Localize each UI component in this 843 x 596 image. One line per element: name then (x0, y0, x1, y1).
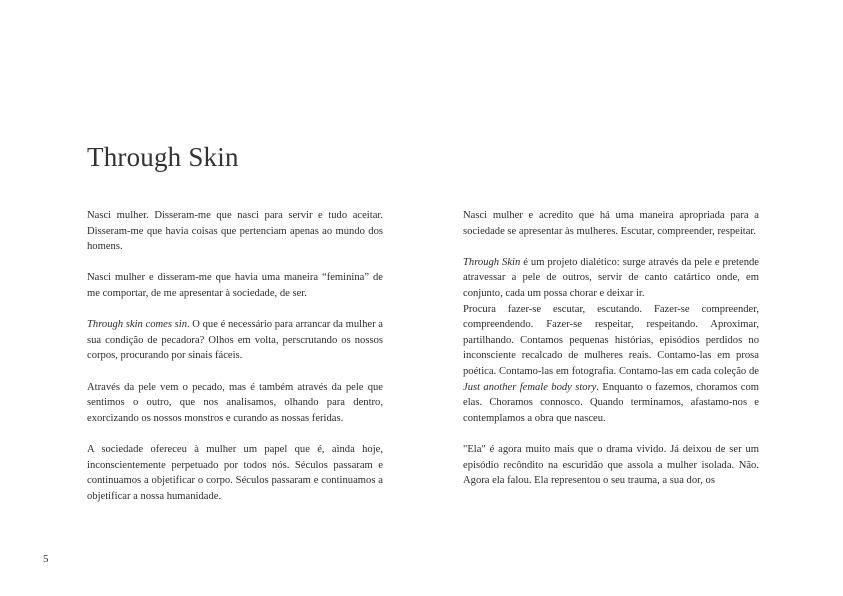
right-paragraph-3-text-end: . Enquanto o fazemos, choramos com elas. Choramos connosco. Quando terminamos, afastamo-nos e contemplamos a obra que nasceu. (463, 381, 759, 424)
left-column (87, 208, 383, 520)
page-title: Through Skin (87, 142, 239, 172)
page-number: 5 (43, 553, 49, 565)
left-paragraph-3-italic: Through skin comes sin (87, 319, 187, 331)
right-paragraph-2 (463, 255, 759, 302)
right-paragraph-3-italic: Just another female body story (463, 381, 597, 393)
right-paragraph-3-text-start: Procura fazer-se escutar, escutando. Fazer-se compreender, compreendendo. Fazer-se respeitar, respeitando. Aproximar, partilhando. Contamos pequenas histórias, episódios perdidos no inconsciente recalcado de mulheres reais. Contamo-las em prosa poética. Contamo-las em fotografia. Contamo-las em cada coleção de (463, 303, 759, 377)
left-paragraph-4: Através da pele vem o pecado, mas é também através da pele que sentimos o outro, que nos analisamos, olhando para dentro, exorcizando os nossos monstros e curando as nossas feridas. (87, 381, 383, 424)
right-paragraph-1: Nasci mulher e acredito que há uma maneira apropriada para a sociedade se apresentar às mulheres. Escutar, compreender, respeitar. (463, 210, 759, 237)
left-paragraph-5: A sociedade ofereceu à mulher um papel que é, ainda hoje, inconscientemente perpetuado por todos nós. Séculos passaram e continuamos a objetificar o corpo. Séculos passaram e continuamos a objetificar a nossa humanidade. (87, 443, 383, 502)
right-paragraph-4: "Ela" é agora muito mais que o drama vivido. Já deixou de ser um episódio recôndito na escuridão que assola a mulher isolada. Não. Agora ela falou. Ela representou o seu trauma, a sua dor, os (463, 443, 759, 487)
right-paragraph-2-italic: Through Skin (463, 256, 521, 268)
left-paragraph-3-text: . O que é necessário para arrancar da mulher a sua condição de pecadora? Olhos em volta, perscrutando os nossos corpos, procurando por sinais fáceis. (87, 319, 383, 362)
left-paragraph-1: Nasci mulher. Disseram-me que nasci para servir e tudo aceitar. Disseram-me que havia coisas que pertenciam apenas ao mundo dos homens. (87, 210, 383, 253)
right-paragraph-2-text: é um projeto dialético: surge através da pele e pretende atravessar a pele de outros, servir de canto catártico onde, em conjunto, cada um possa chorar e deixar ir. (463, 256, 759, 299)
left-paragraph-3 (87, 317, 383, 364)
left-paragraph-2: Nasci mulher e disseram-me que havia uma maneira “feminina” de me comportar, de me apresentar à sociedade, de ser. (87, 272, 383, 299)
right-paragraph-3 (463, 302, 759, 427)
right-column (463, 208, 759, 504)
